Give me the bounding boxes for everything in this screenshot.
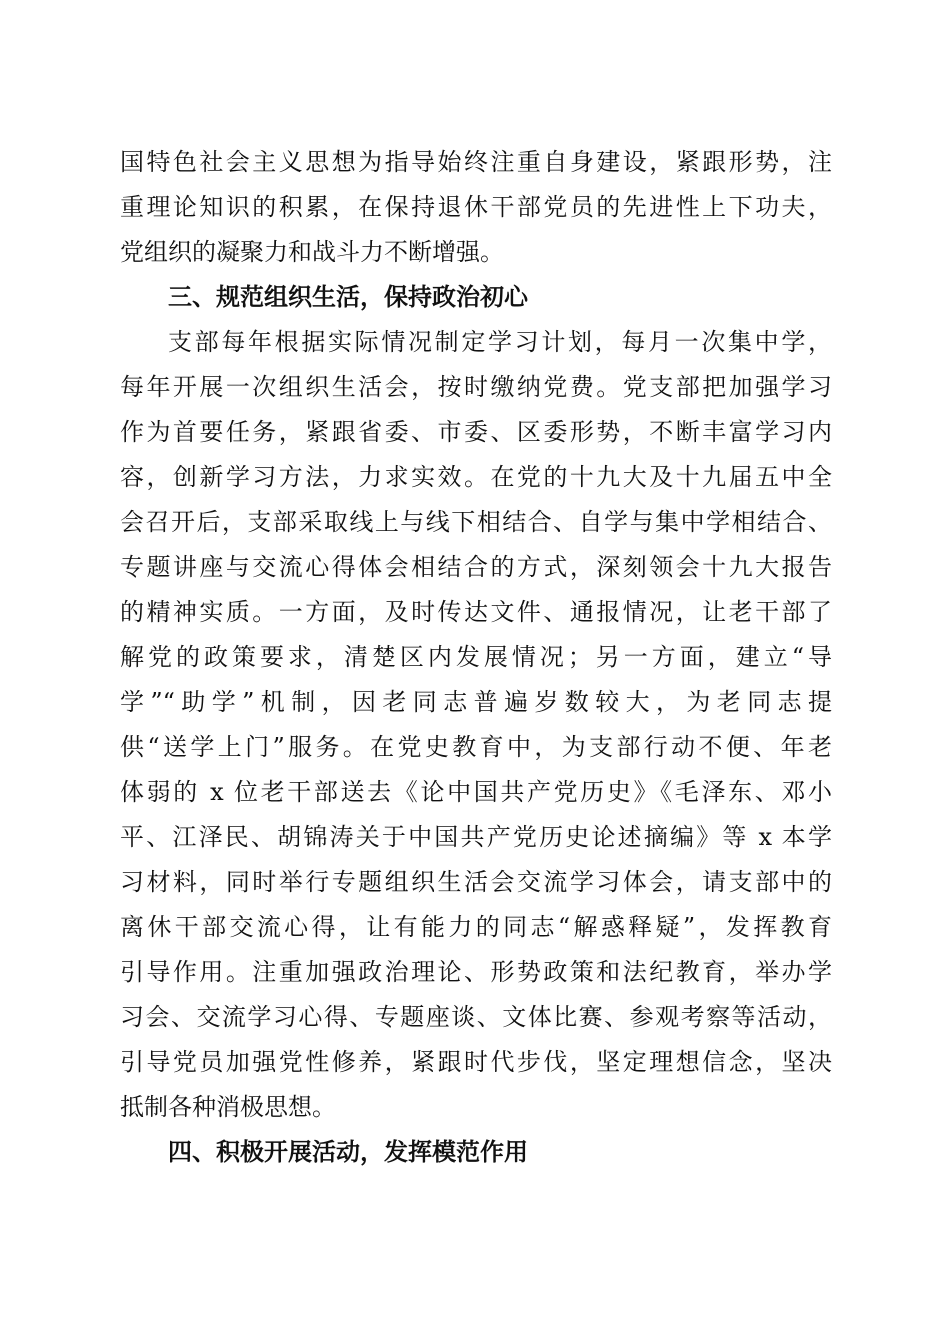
paragraph-line: 会召开后，支部采取线上与线下相结合、自学与集中学相结合、 xyxy=(120,508,832,536)
paragraph-line: 习会、交流学习心得、专题座谈、文体比赛、参观考察等活动， xyxy=(120,1003,832,1031)
paragraph-line: 供“送学上门”服务。在党史教育中，为支部行动不便、年老 xyxy=(120,733,832,761)
paragraph-line: 引导作用。注重加强政治理论、形势政策和法纪教育，举办学 xyxy=(120,958,832,986)
paragraph-line: 党组织的凝聚力和战斗力不断增强。 xyxy=(120,238,504,266)
paragraph-line: 支部每年根据实际情况制定学习计划，每月一次集中学， xyxy=(168,328,832,356)
paragraph-line: 重理论知识的积累，在保持退休干部党员的先进性上下功夫， xyxy=(120,193,832,221)
paragraph-line: 容，创新学习方法，力求实效。在党的十九大及十九届五中全 xyxy=(120,463,832,491)
paragraph-line: 的精神实质。一方面，及时传达文件、通报情况，让老干部了 xyxy=(120,598,832,626)
paragraph-line: 抵制各种消极思想。 xyxy=(120,1093,336,1121)
paragraph-line: 学”“助学”机制，因老同志普遍岁数较大，为老同志提 xyxy=(120,688,832,716)
paragraph-line: 专题讲座与交流心得体会相结合的方式，深刻领会十九大报告 xyxy=(120,553,832,581)
section-heading-3: 三、规范组织生活，保持政治初心 xyxy=(168,283,528,311)
section-heading-4: 四、积极开展活动，发挥模范作用 xyxy=(168,1138,528,1166)
paragraph-line: 解党的政策要求，清楚区内发展情况；另一方面，建立“导 xyxy=(120,643,832,671)
paragraph-line: 国特色社会主义思想为指导始终注重自身建设，紧跟形势，注 xyxy=(120,148,832,176)
paragraph-line: 引导党员加强党性修养，紧跟时代步伐，坚定理想信念，坚决 xyxy=(120,1048,832,1076)
paragraph-line: 习材料，同时举行专题组织生活会交流学习体会，请支部中的 xyxy=(120,868,832,896)
paragraph-line: 作为首要任务，紧跟省委、市委、区委形势，不断丰富学习内 xyxy=(120,418,832,446)
paragraph-line: 体弱的 x 位老干部送去《论中国共产党历史》《毛泽东、邓小 xyxy=(120,778,832,806)
paragraph-line: 离休干部交流心得，让有能力的同志“解惑释疑”，发挥教育 xyxy=(120,913,832,941)
paragraph-line: 平、江泽民、胡锦涛关于中国共产党历史论述摘编》等 x 本学 xyxy=(120,823,832,851)
paragraph-line: 每年开展一次组织生活会，按时缴纳党费。党支部把加强学习 xyxy=(120,373,832,401)
